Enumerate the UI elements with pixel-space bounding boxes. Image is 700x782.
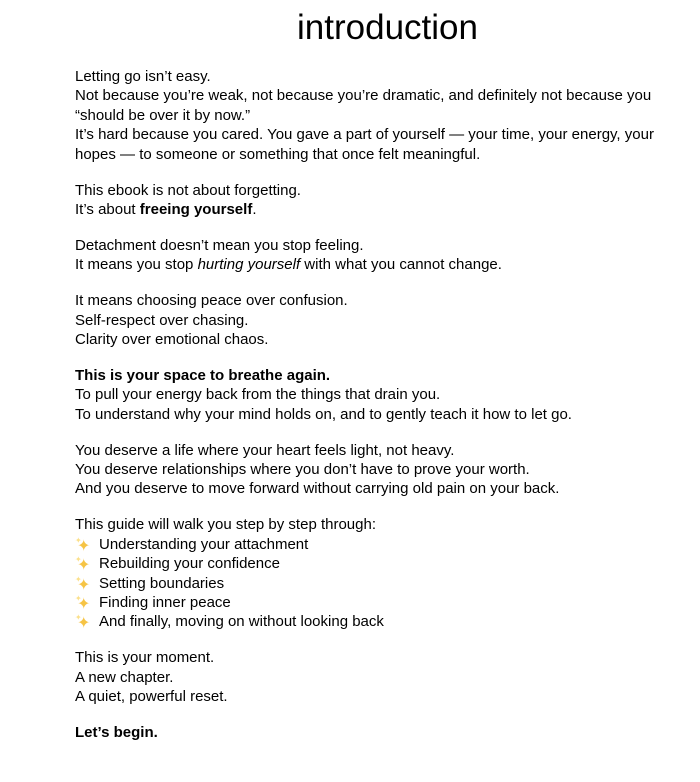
text-line: Clarity over emotional chaos.	[75, 330, 269, 348]
text-line: You deserve a life where your heart feels light, not heavy.	[75, 441, 455, 459]
italic-text: hurting yourself	[197, 256, 301, 274]
text-line: Not because you’re weak, not because you’re dramatic, and definitely not because you	[75, 87, 652, 105]
text-line: To pull your energy back from the things that drain you.	[75, 386, 441, 404]
paragraph-detachment	[75, 236, 675, 275]
paragraph-closing	[75, 723, 675, 742]
text-line: You deserve relationships where you don’t have to prove your worth.	[75, 461, 530, 478]
text-span: .	[252, 200, 257, 218]
paragraph-letting-go	[75, 67, 675, 164]
text-line: Self-respect over chasing.	[75, 311, 249, 329]
text-line: hopes — to someone or something that once felt meaningful.	[75, 145, 481, 163]
text-line: And you deserve to move forward without carrying old pain on your back.	[75, 480, 560, 498]
bold-text: This is your space to breathe again.	[75, 366, 331, 384]
paragraph-your-moment	[75, 648, 675, 706]
text-line	[75, 723, 675, 742]
text-line	[75, 255, 675, 274]
document-body	[75, 67, 675, 759]
list-item-label: Understanding your attachment	[99, 535, 309, 553]
text-line: This is your moment.	[75, 649, 215, 667]
text-line	[75, 366, 675, 385]
text-line: It’s hard because you cared. You gave a part of yourself — your time, your energy, your	[75, 126, 654, 144]
text-span: with what you cannot change.	[300, 256, 502, 274]
list-item	[75, 535, 675, 554]
text-line: A quiet, powerful reset.	[75, 688, 228, 706]
list-item	[75, 554, 675, 573]
text-line: This guide will walk you step by step through:	[75, 516, 376, 534]
list-item	[75, 612, 675, 631]
list-item	[75, 593, 675, 612]
page-title: introduction	[297, 8, 478, 47]
bold-text: freeing yourself	[139, 200, 253, 218]
text-span: It means you stop	[75, 256, 198, 274]
paragraph-choosing-peace	[75, 291, 675, 349]
text-line: Detachment doesn’t mean you stop feeling.	[75, 236, 364, 254]
paragraph-you-deserve	[75, 441, 675, 499]
text-line: It means choosing peace over confusion.	[75, 292, 348, 310]
list-item-label: Setting boundaries	[99, 574, 225, 592]
paragraph-ebook-purpose	[75, 181, 675, 220]
text-line: “should be over it by now.”	[75, 106, 251, 124]
text-line: A new chapter.	[75, 668, 174, 686]
paragraph-guide-steps	[75, 515, 675, 631]
list-item	[75, 574, 675, 593]
text-span: It’s about	[75, 200, 140, 218]
list-item-label: And finally, moving on without looking back	[99, 613, 384, 631]
text-line: To understand why your mind holds on, and to gently teach it how to let go.	[75, 405, 572, 423]
text-line: Letting go isn’t easy.	[75, 68, 211, 85]
list-item-label: Finding inner peace	[99, 593, 231, 611]
text-line	[75, 200, 675, 219]
text-line: This ebook is not about forgetting.	[75, 181, 301, 199]
paragraph-space-to-breathe	[75, 366, 675, 424]
steps-list	[75, 535, 675, 632]
list-item-label: Rebuilding your confidence	[99, 555, 280, 573]
closing-text: Let’s begin.	[75, 723, 158, 741]
